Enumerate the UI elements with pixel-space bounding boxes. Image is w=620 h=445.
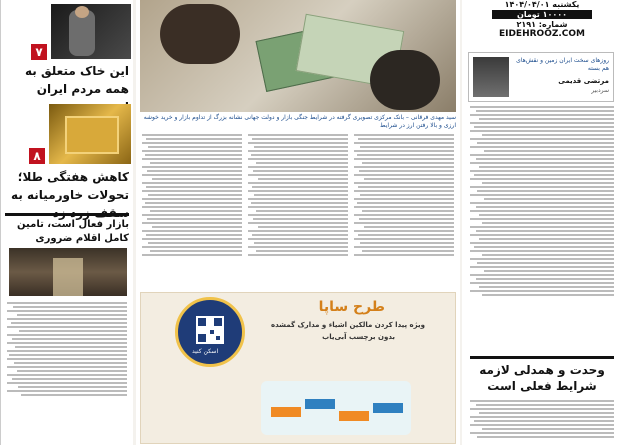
- article-title[interactable]: بازار فعال است، تامین کامل اقلام ضروری: [17, 219, 129, 244]
- qr-caption: اسکن کنید: [192, 348, 219, 355]
- author-role: سردبیر: [591, 87, 609, 94]
- center-column: [136, 0, 460, 445]
- author-avatar: [473, 57, 509, 97]
- headline[interactable]: این خاک متعلق به همه مردم ایران: [25, 64, 129, 96]
- site-url[interactable]: EIDEHROOZ.COM: [498, 29, 586, 39]
- football-photo: [51, 4, 131, 59]
- gold-bar-photo: [49, 104, 131, 164]
- author-name: مرتضی قدیمی: [558, 77, 609, 85]
- divider: [5, 213, 129, 216]
- author-intro: روزهای سخت ایران زمین و نقش‌های هم بسته: [516, 57, 609, 72]
- right-column: [462, 0, 620, 445]
- photo-caption: سید مهدی فرقانی – بانک مرکزی تصویری گرفته در شرایط جنگی بازار و دولت جهانی نشانه بزرگ از تداوم بازار و خرید خوشه ارزی و بالا رفتن ارز در شرایط: [143, 114, 456, 129]
- masthead-info: [472, 0, 612, 39]
- price-badge: ۱۰۰۰۰ تومان: [492, 10, 592, 19]
- article-body: [7, 300, 127, 398]
- center-article-body: [142, 132, 454, 258]
- ad-illustration: [261, 381, 411, 435]
- right-article-body: [470, 398, 614, 440]
- editorial-body: [470, 104, 614, 298]
- author-box: [468, 52, 614, 102]
- issue-number: شماره: ۲۱۹۱: [516, 20, 568, 29]
- advertisement[interactable]: [140, 292, 456, 444]
- item-number: ۷: [31, 44, 47, 60]
- headline[interactable]: کاهش هفتگی طلا؛ تحولات خاورمیانه به: [11, 170, 129, 202]
- issue-date: یکشنبه ۱۴۰۴/۰۴/۰۱: [504, 0, 580, 9]
- ad-line2: بدون برچسب آبی‌یاب: [322, 333, 395, 341]
- item-number: ۸: [29, 148, 45, 164]
- left-column: [0, 0, 133, 445]
- bazaar-photo: [9, 248, 127, 296]
- qr-badge[interactable]: [175, 297, 245, 367]
- right-headline[interactable]: وحدت و همدلی لازمه شرایط فعلی است: [479, 363, 605, 393]
- ad-title: طرح ساپا: [318, 299, 385, 315]
- ad-subtitle: ویژه پیدا کردن مالکین اشیاء و مدارک گمشده: [271, 321, 425, 329]
- currency-photo: [140, 0, 456, 112]
- divider: [470, 356, 614, 359]
- qr-code-icon: [196, 316, 224, 344]
